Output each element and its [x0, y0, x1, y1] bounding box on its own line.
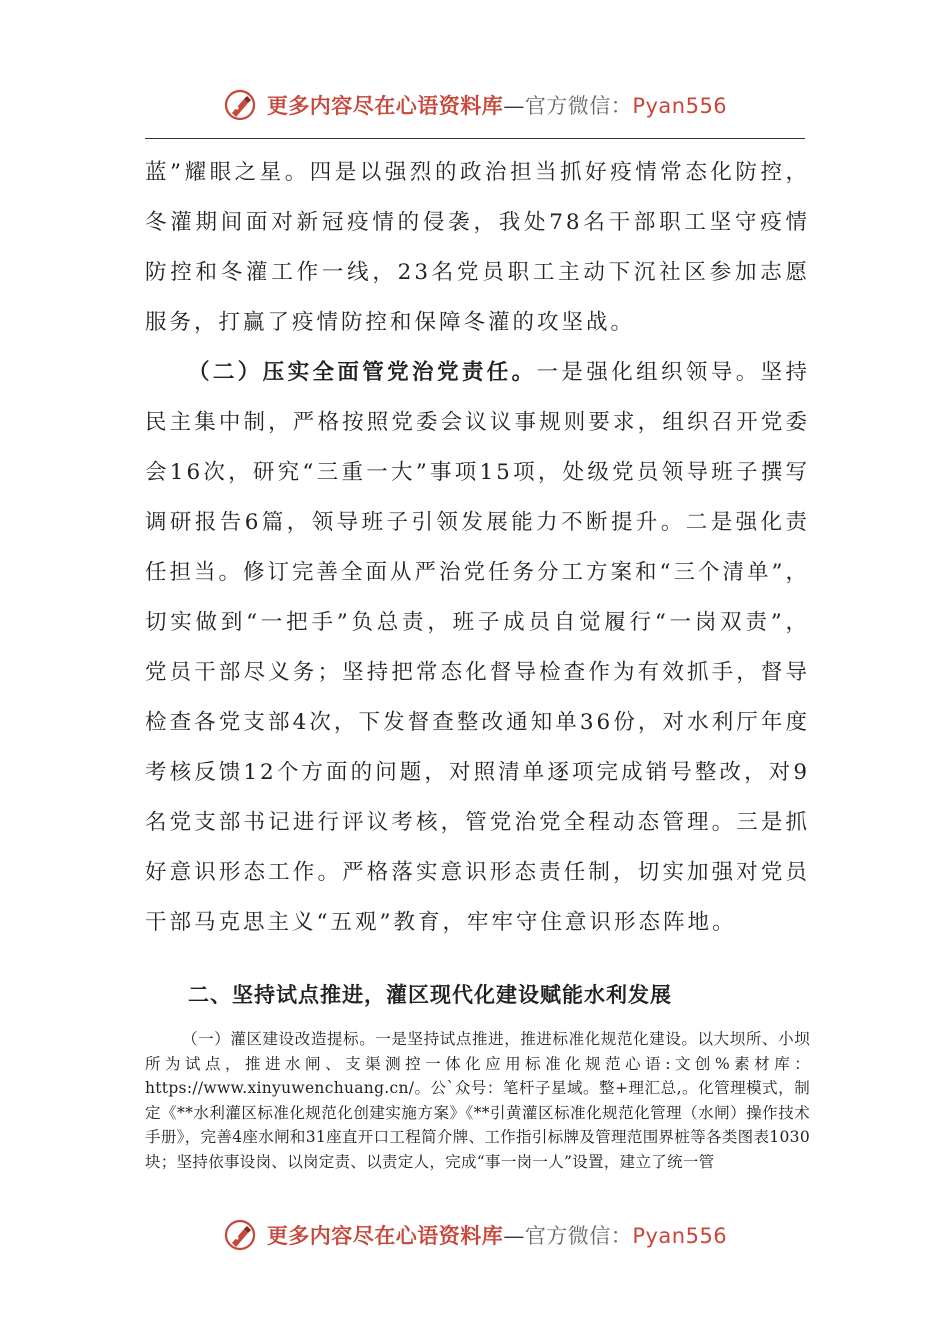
watermark-brand: 更多内容尽在心语资料库	[266, 93, 504, 118]
watermark-wechat-label: 官方微信：	[524, 94, 633, 118]
watermark-wechat-label: 官方微信：	[524, 1224, 633, 1248]
pen-logo-icon	[223, 88, 257, 122]
header-divider	[145, 138, 805, 139]
watermark-text	[267, 1220, 727, 1250]
header-watermark	[0, 80, 950, 130]
watermark-brand: 更多内容尽在心语资料库	[266, 1223, 504, 1248]
footer-watermark	[0, 1210, 950, 1260]
watermark-dash: —	[503, 94, 525, 118]
paragraph-body: 一是强化组织领导。坚持民主集中制，严格按照党委会议议事规则要求，组织召开党委会16次，研究“三重一大”事项15项，处级党员领导班子撰写调研报告6篇，领导班子引领发展能力不断提升。二是强化责任担当。修订完善全面从严治党任务分工方案和“三个清单”，切实做到“一把手”负总责，班子成员自觉履行“一岗双责”，党员干部尽义务；坚持把常态化督导检查作为有效抓手，督导检查各党支部4次，下发督查整改通知单36份，对水利厅年度考核反馈12个方面的问题，对照清单逐项完成销号整改，对9名党支部书记进行评议考核，管党治党全程动态管理。三是抓好意识形态工作。严格落实意识形态责任制，切实加强对党员干部马克思主义“五观”教育，牢牢守住意识形态阵地。	[145, 360, 810, 935]
pen-logo-icon	[223, 1218, 257, 1252]
watermark-wechat-id: Pyan556	[632, 1224, 728, 1248]
paragraph-irrigation: （一）灌区建设改造提标。一是坚持试点推进，推进标准化规范化建设。以大坝所、小坝所为试点，推进水闸、支渠测控一体化应用标准化规范心语:文创%素材库：https://www.xinyuwenchuang.cn/。公`众号：笔杆子星域。整+理汇总,。化管理模式，制定《**水利灌区标准化规范化创建实施方案》《**引黄灌区标准化规范化管理（水闸）操作技术手册》，完善4座水闸和31座直开口工程简介牌、工作指引标牌及管理范围界桩等各类图表1030块；坚持依事设岗、以岗定责、以责定人，完成“事一岗一人”设置，建立了统一管	[145, 1030, 810, 1171]
section-heading: 二、坚持试点推进，灌区现代化建设赋能水利发展	[188, 982, 672, 1007]
subsection-heading: （二）压实全面管党治党责任。	[188, 360, 537, 385]
watermark-text	[267, 90, 727, 120]
watermark-wechat-id: Pyan556	[632, 94, 728, 118]
watermark-dash: —	[503, 1224, 525, 1248]
paragraph-continued: 蓝”耀眼之星。四是以强烈的政治担当抓好疫情常态化防控，冬灌期间面对新冠疫情的侵袭，我处78名干部职工坚守疫情防控和冬灌工作一线，23名党员职工主动下沉社区参加志愿服务，打赢了疫情防控和保障冬灌的攻坚战。	[145, 160, 810, 335]
paragraph-party-responsibility	[145, 348, 810, 948]
